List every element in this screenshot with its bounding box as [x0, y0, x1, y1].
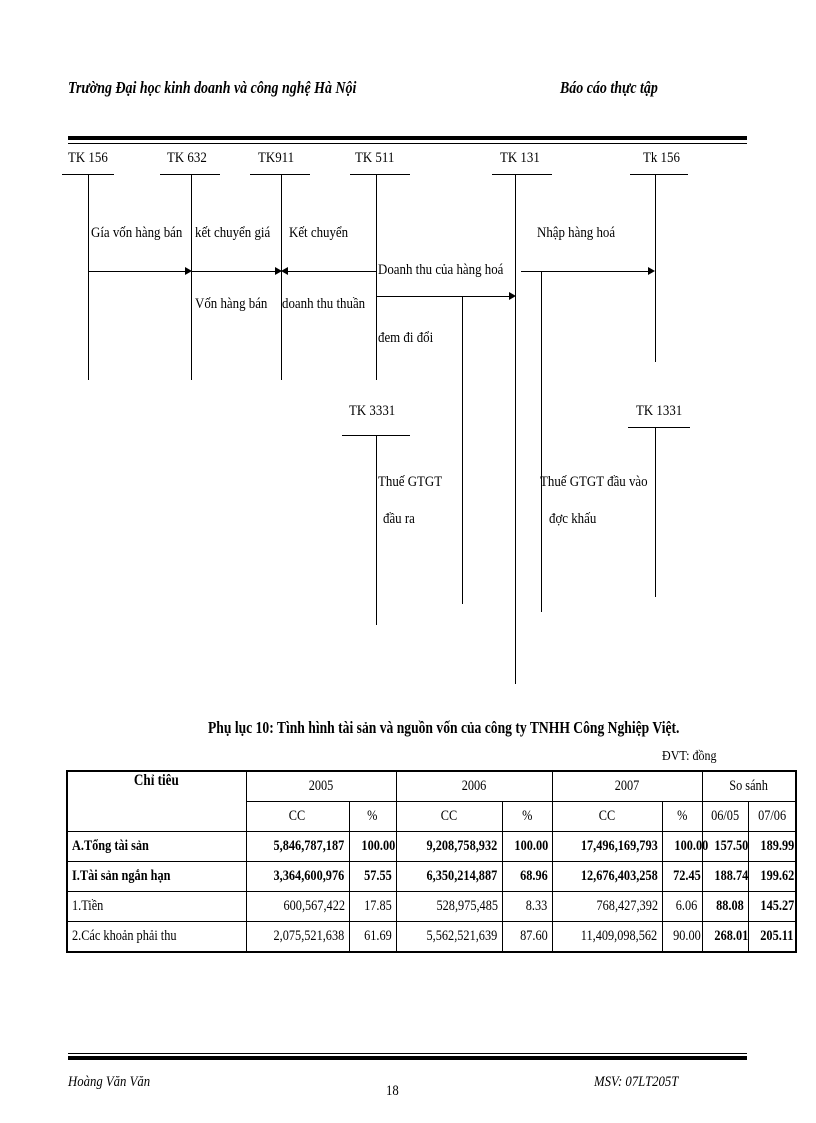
- label-doanh-thu-thuan: doanh thu thuần: [282, 296, 366, 312]
- cell-cc-2006: 5,562,521,639: [396, 922, 502, 953]
- header-compare: So sánh: [702, 771, 796, 802]
- header-0605: 06/05: [702, 802, 748, 832]
- row-name: I.Tài sản ngắn hạn: [67, 862, 246, 892]
- label-thue-dau-vao-1: Thuế GTGT đầu vào: [540, 474, 648, 490]
- cell-0706: 145.27: [748, 892, 796, 922]
- header-school: Trường Đại học kinh doanh và công nghệ Hà Nội: [68, 78, 357, 97]
- t-bar-tk1331: [628, 427, 690, 428]
- header-pct-2005: %: [349, 802, 396, 832]
- t-stem-tk156: [88, 174, 89, 380]
- header-criteria: Chỉ tiêu: [67, 771, 246, 832]
- cell-pct-2005: 100.00: [349, 832, 396, 862]
- label-ket-chuyen-gia: kết chuyển giá: [195, 225, 271, 241]
- cell-pct-2007: 72.45: [662, 862, 702, 892]
- label-thue-dau-vao-2: đợc khấu: [549, 511, 597, 527]
- row-name: 1.Tiền: [67, 892, 246, 922]
- cell-cc-2006: 528,975,485: [396, 892, 502, 922]
- row-name: 2.Các khoản phải thu: [67, 922, 246, 953]
- cell-cc-2005: 2,075,521,638: [246, 922, 349, 953]
- label-doanh-thu: Doanh thu của hàng hoá: [378, 262, 504, 278]
- header-rule-thin: [68, 143, 747, 144]
- cell-0706: 205.11: [748, 922, 796, 953]
- header-pct-2007: %: [662, 802, 702, 832]
- table-row: [67, 922, 796, 953]
- t-stem-tk131-debit: [462, 296, 463, 604]
- label-nhap-hang-hoa: Nhập hàng hoá: [537, 225, 616, 241]
- table-caption: Phụ lục 10: Tình hình tài sản và nguồn vốn của công ty TNHH Công Nghiệp Việt.: [208, 718, 680, 737]
- account-tk911: TK911: [258, 150, 295, 166]
- footer-author: Hoàng Văn Văn: [68, 1074, 151, 1090]
- label-thue-dau-ra-1: Thuế GTGT: [378, 474, 443, 490]
- cell-0605: 157.50: [702, 832, 748, 862]
- table-row: [67, 862, 796, 892]
- t-bar-tk511: [350, 174, 410, 175]
- cell-cc-2007: 11,409,098,562: [552, 922, 662, 953]
- account-tk3331: TK 3331: [349, 403, 396, 419]
- arrow-line-ket-chuyen: [287, 271, 376, 272]
- account-tk156b: Tk 156: [643, 150, 680, 166]
- header-0706: 07/06: [748, 802, 796, 832]
- header-cc-2006: CC: [396, 802, 502, 832]
- footer-rule: [68, 1056, 747, 1060]
- t-stem-tk131: [515, 174, 516, 684]
- arrow-line-gia-von: [88, 271, 186, 272]
- account-tk1331: TK 1331: [636, 403, 683, 419]
- cell-0605: 268.01: [702, 922, 748, 953]
- cell-cc-2005: 600,567,422: [246, 892, 349, 922]
- cell-cc-2007: 17,496,169,793: [552, 832, 662, 862]
- t-stem-tk511: [376, 174, 377, 380]
- cell-0605: 188.74: [702, 862, 748, 892]
- account-tk156: TK 156: [68, 150, 108, 166]
- cell-pct-2007: 6.06: [662, 892, 702, 922]
- header-rule: [68, 136, 747, 140]
- t-bar-tk156b: [630, 174, 688, 175]
- t-stem-tk632: [191, 174, 192, 380]
- footer-rule-thin: [68, 1053, 747, 1054]
- cell-pct-2006: 100.00: [502, 832, 552, 862]
- header-report-title: Báo cáo thực tập: [560, 78, 658, 97]
- label-gia-von: Gía vốn hàng bán: [91, 225, 183, 241]
- account-tk511: TK 511: [355, 150, 395, 166]
- header-pct-2006: %: [502, 802, 552, 832]
- t-bar-tk131: [492, 174, 552, 175]
- cell-cc-2007: 768,427,392: [552, 892, 662, 922]
- arrow-line-doanh-thu: [376, 296, 510, 297]
- cell-0706: 199.62: [748, 862, 796, 892]
- row-name: A.Tổng tài sản: [67, 832, 246, 862]
- arrow-head-doanh-thu: [509, 292, 516, 300]
- header-cc-2007: CC: [552, 802, 662, 832]
- header-2005: 2005: [246, 771, 396, 802]
- table-header-row-1: [67, 771, 796, 802]
- t-stem-tk131-credit: [541, 272, 542, 612]
- cell-pct-2006: 8.33: [502, 892, 552, 922]
- header-cc-2005: CC: [246, 802, 349, 832]
- t-stem-tk911: [281, 174, 282, 380]
- arrow-head-nhap-hang: [648, 267, 655, 275]
- asset-table: [66, 770, 797, 953]
- arrow-head-ket-chuyen: [281, 267, 288, 275]
- cell-0605: 88.08: [702, 892, 748, 922]
- t-stem-tk1331: [655, 427, 656, 597]
- header-2007: 2007: [552, 771, 702, 802]
- label-ket-chuyen: Kết chuyển: [289, 225, 349, 241]
- cell-pct-2005: 57.55: [349, 862, 396, 892]
- cell-cc-2007: 12,676,403,258: [552, 862, 662, 892]
- table-unit: ĐVT: đồng: [662, 749, 717, 764]
- cell-pct-2006: 68.96: [502, 862, 552, 892]
- cell-cc-2006: 9,208,758,932: [396, 832, 502, 862]
- cell-pct-2005: 61.69: [349, 922, 396, 953]
- arrow-line-ket-chuyen-gia: [191, 271, 276, 272]
- footer-student-id: MSV: 07LT205T: [594, 1074, 679, 1090]
- t-bar-tk632: [160, 174, 220, 175]
- header-2006: 2006: [396, 771, 552, 802]
- cell-pct-2006: 87.60: [502, 922, 552, 953]
- cell-0706: 189.99: [748, 832, 796, 862]
- table-row: [67, 832, 796, 862]
- arrow-line-nhap-hang: [521, 271, 649, 272]
- cell-pct-2007: 100.00: [662, 832, 702, 862]
- label-von-hang-ban: Vốn hàng bán: [195, 296, 268, 312]
- account-tk632: TK 632: [167, 150, 207, 166]
- label-thue-dau-ra-2: đầu ra: [383, 511, 415, 527]
- footer-page-number: 18: [386, 1083, 399, 1099]
- cell-pct-2005: 17.85: [349, 892, 396, 922]
- label-dem-di-doi: đem đi đổi: [378, 330, 434, 346]
- table-row: [67, 892, 796, 922]
- t-stem-tk3331: [376, 435, 377, 625]
- account-tk131: TK 131: [500, 150, 540, 166]
- cell-cc-2005: 5,846,787,187: [246, 832, 349, 862]
- t-stem-tk156b: [655, 174, 656, 362]
- cell-pct-2007: 90.00: [662, 922, 702, 953]
- cell-cc-2005: 3,364,600,976: [246, 862, 349, 892]
- t-bar-tk911: [250, 174, 310, 175]
- cell-cc-2006: 6,350,214,887: [396, 862, 502, 892]
